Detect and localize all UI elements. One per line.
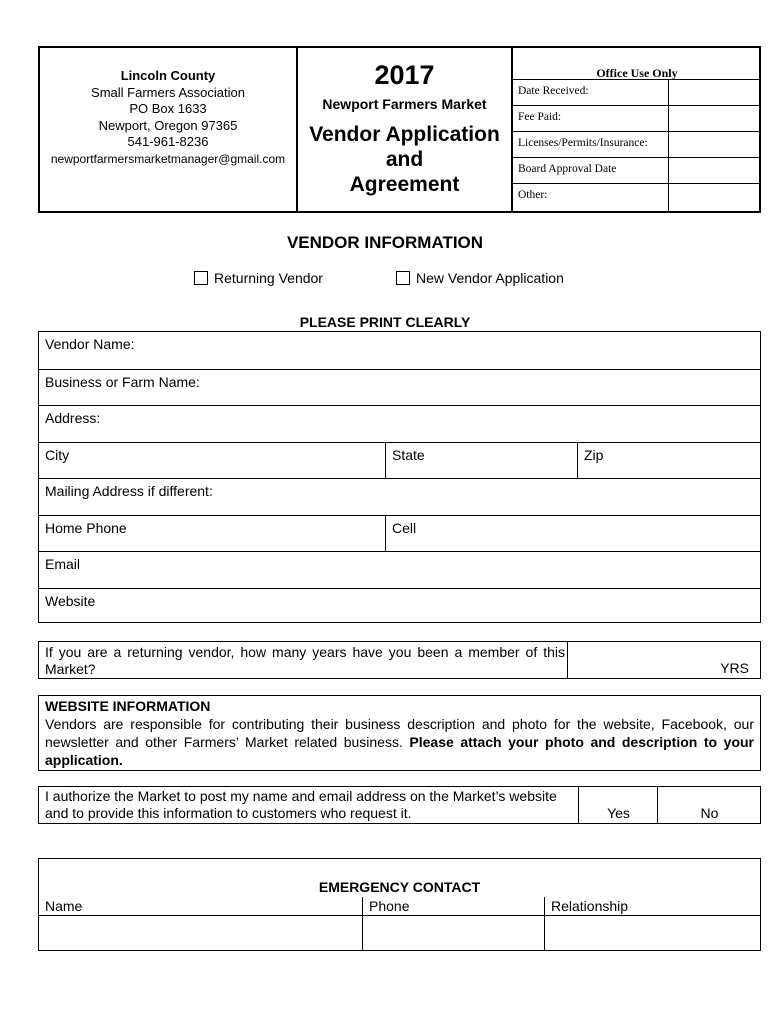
office-fee-paid-field[interactable] <box>668 106 762 132</box>
cell-label: Cell <box>392 519 417 536</box>
office-other-field[interactable] <box>668 184 762 212</box>
office-other-row <box>513 183 761 212</box>
org-subtitle: Small Farmers Association <box>91 84 245 100</box>
emergency-contact-title: EMERGENCY CONTACT <box>318 879 481 895</box>
address-label: Address: <box>45 410 101 426</box>
authorization-text: I authorize the Market to post my name and email address on the Market’s website and to provide this information to customers who request it. <box>45 788 557 821</box>
header-box <box>38 46 761 213</box>
organization-address <box>40 48 298 211</box>
emergency-name-field[interactable] <box>39 916 362 951</box>
emergency-name-column <box>39 897 362 916</box>
emergency-contact-box <box>38 858 761 951</box>
city-state-zip-row <box>39 442 760 480</box>
vendor-name-label: Vendor Name: <box>45 336 135 352</box>
website-information-box <box>38 695 761 771</box>
emergency-phone-field[interactable] <box>362 916 545 951</box>
emergency-contact-row <box>39 915 760 951</box>
state-label: State <box>392 446 425 463</box>
form-year: 2017 <box>374 60 435 90</box>
print-clearly-note: PLEASE PRINT CLEARLY <box>299 314 471 330</box>
authorize-yes-option[interactable] <box>578 787 658 823</box>
office-licenses-field[interactable] <box>668 132 762 158</box>
new-vendor-label: New Vendor Application <box>416 270 564 286</box>
website-info-emphasis: Please attach your photo and description to your application. <box>45 734 754 768</box>
zip-label: Zip <box>584 446 604 463</box>
new-vendor-checkbox[interactable] <box>396 271 410 285</box>
home-phone-label: Home Phone <box>45 519 127 536</box>
returning-years-question: If you are a returning vendor, how many years have you been a member of this Market? <box>45 644 565 677</box>
authorize-no-label: No <box>700 805 719 821</box>
mailing-address-label: Mailing Address if different: <box>45 483 213 499</box>
authorize-no-option[interactable] <box>657 787 761 823</box>
state-field[interactable] <box>385 443 578 480</box>
office-date-received-row <box>513 79 761 106</box>
new-vendor-option[interactable] <box>396 270 564 286</box>
website-field[interactable] <box>39 588 760 624</box>
form-title-line3: Agreement <box>349 173 460 196</box>
form-title-line1: Vendor Application <box>309 123 500 146</box>
website-information-title: WEBSITE INFORMATION <box>45 698 211 714</box>
form-title-block <box>298 48 513 211</box>
mailing-address-field[interactable] <box>39 478 760 516</box>
org-email: newportfarmersmarketmanager@gmail.com <box>50 151 286 166</box>
office-use-box <box>513 48 761 211</box>
office-board-approval-row <box>513 157 761 184</box>
org-phone: 541-961-8236 <box>127 134 209 149</box>
address-field[interactable] <box>39 405 760 443</box>
emergency-relationship-field[interactable] <box>544 916 761 951</box>
city-line: Newport, Oregon 97365 <box>98 117 238 133</box>
website-label: Website <box>45 592 96 609</box>
returning-vendor-checkbox[interactable] <box>194 271 208 285</box>
years-unit-label: YRS <box>720 660 749 676</box>
po-box: PO Box 1633 <box>129 101 207 116</box>
office-row-label: Other: <box>518 189 548 201</box>
website-info-text: Vendors are responsible for contributing their business description and photo for the website, Facebook, our newsletter and other Farmers’ Market related business. <box>45 716 754 750</box>
emergency-phone-label: Phone <box>369 898 410 914</box>
returning-years-box <box>38 641 761 679</box>
office-date-received-field[interactable] <box>668 80 762 106</box>
office-row-label: Fee Paid: <box>518 111 562 123</box>
business-name-field[interactable] <box>39 369 760 407</box>
office-licenses-row <box>513 131 761 158</box>
city-label: City <box>45 446 70 463</box>
email-field[interactable] <box>39 551 760 589</box>
returning-vendor-option[interactable] <box>194 270 323 286</box>
office-board-approval-field[interactable] <box>668 158 762 184</box>
office-row-label: Date Received: <box>518 85 589 97</box>
office-row-label: Board Approval Date <box>518 163 617 175</box>
vendor-name-field[interactable] <box>39 332 760 369</box>
cell-phone-field[interactable] <box>385 516 761 553</box>
email-label: Email <box>45 556 81 572</box>
emergency-relationship-column <box>544 897 761 916</box>
org-name: Lincoln County <box>120 68 216 83</box>
returning-years-field[interactable] <box>567 642 761 678</box>
emergency-phone-column <box>362 897 545 916</box>
phone-row <box>39 515 760 553</box>
office-row-label: Licenses/Permits/Insurance: <box>518 137 648 149</box>
form-title-line2: and <box>385 148 424 171</box>
vendor-info-form <box>38 331 761 623</box>
vendor-information-title: VENDOR INFORMATION <box>286 233 484 252</box>
form-title <box>298 122 511 197</box>
business-name-label: Business or Farm Name: <box>45 373 200 390</box>
authorization-box <box>38 786 761 824</box>
zip-field[interactable] <box>577 443 761 480</box>
emergency-name-label: Name <box>45 898 83 914</box>
authorize-yes-label: Yes <box>607 805 630 821</box>
returning-vendor-label: Returning Vendor <box>214 270 323 286</box>
office-fee-paid-row <box>513 105 761 132</box>
emergency-contact-header <box>39 897 760 916</box>
office-use-title: Office Use Only <box>596 66 678 80</box>
website-information-body <box>45 715 754 769</box>
emergency-relationship-label: Relationship <box>551 898 629 914</box>
market-name: Newport Farmers Market <box>322 96 487 112</box>
